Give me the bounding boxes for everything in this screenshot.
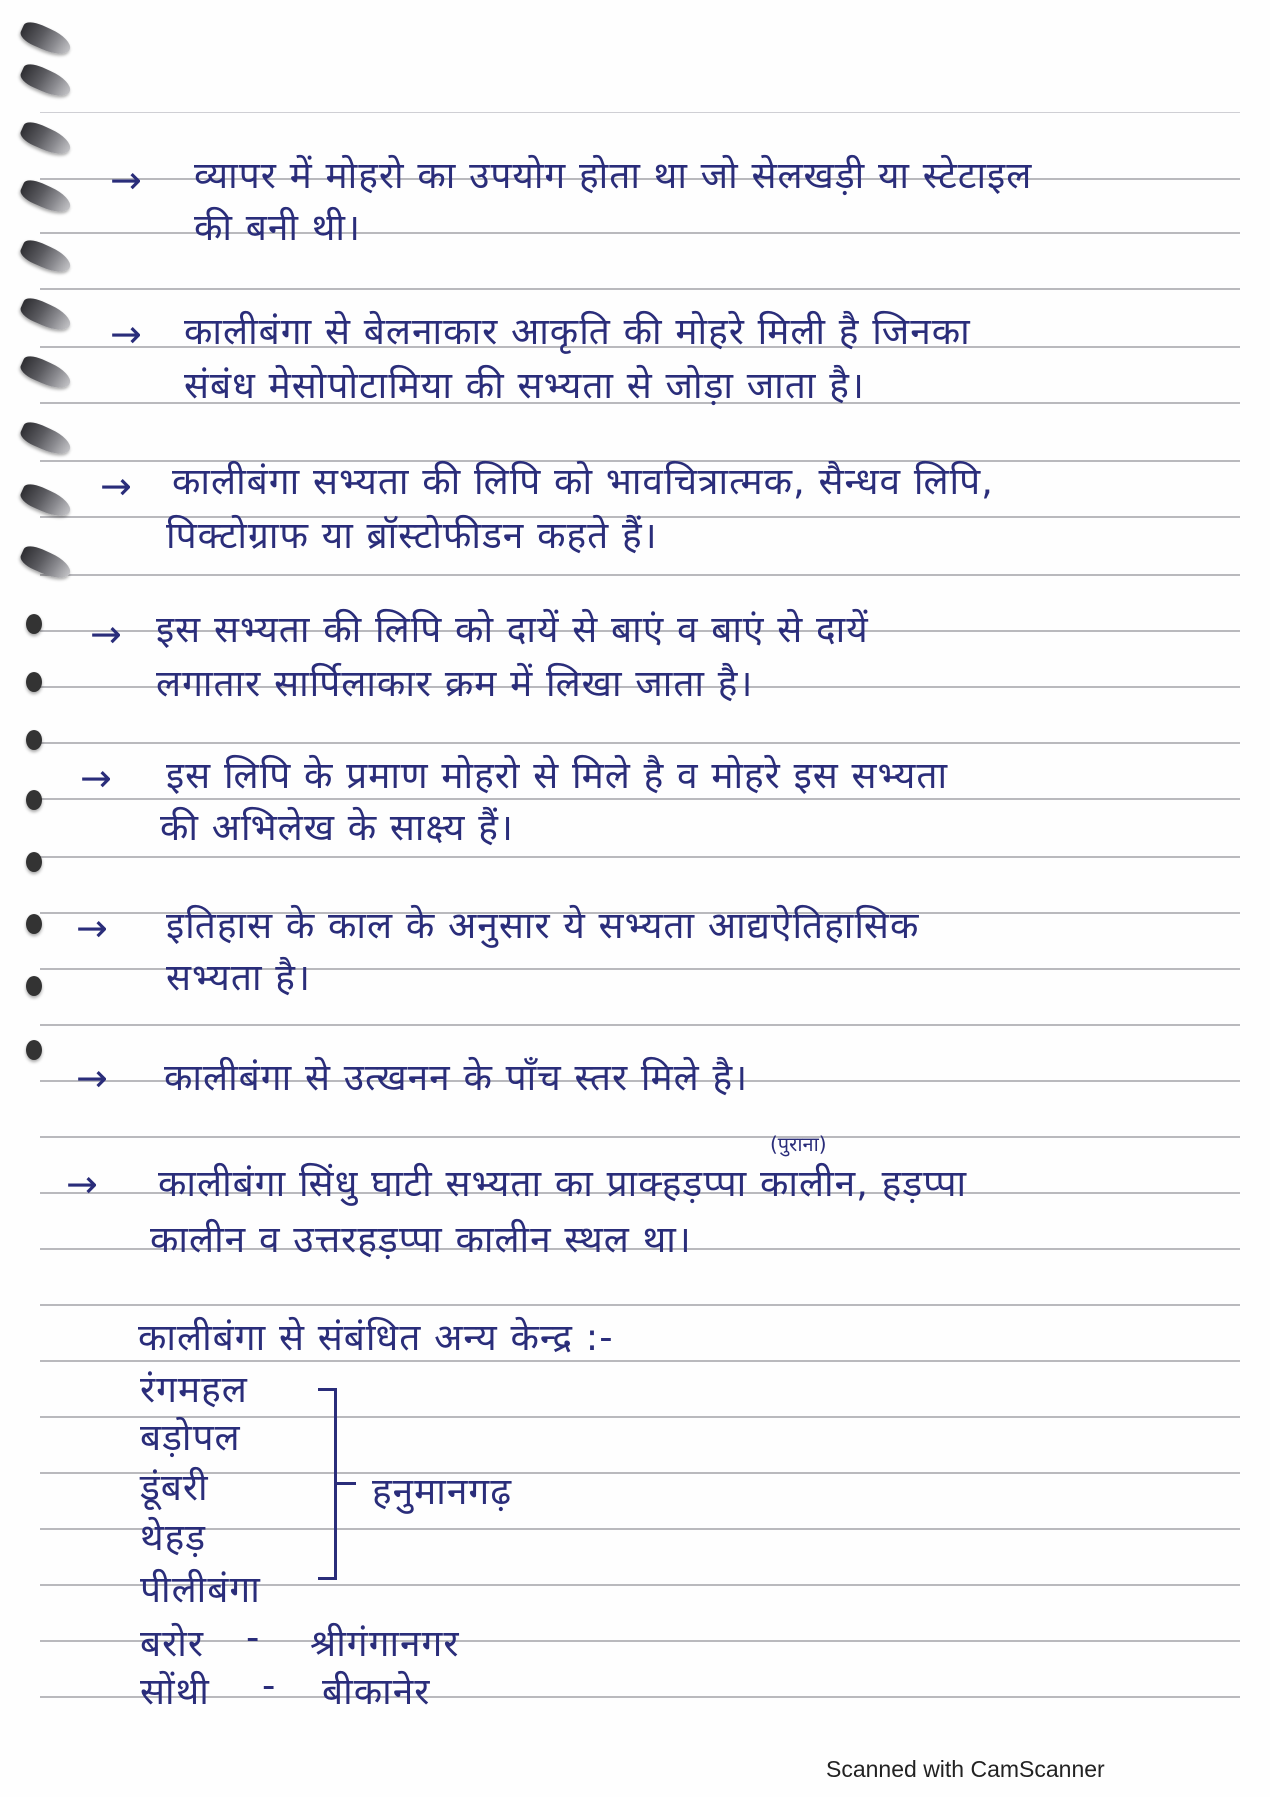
note-3-line-1: कालीबंगा सभ्यता की लिपि को भावचित्रात्मक, सैन्धव लिपि, — [172, 460, 994, 503]
note-4-line-1: इस सभ्यता की लिपि को दायें से बाएं व बाएं से दायें — [156, 608, 869, 651]
note-8-annotation: (पुराना) — [770, 1132, 827, 1156]
related-site: सोंथी — [140, 1670, 210, 1713]
spiral-ring — [18, 18, 74, 59]
spiral-ring — [18, 480, 74, 521]
related-heading: कालीबंगा से संबंधित अन्य केन्द्र :- — [138, 1316, 614, 1359]
note-2-line-2: संबंध मेसोपोटामिया की सभ्यता से जोड़ा जाता है। — [184, 364, 865, 407]
note-2-line-1: कालीबंगा से बेलनाकार आकृति की मोहरे मिली है जिनका — [184, 310, 971, 353]
bullet-arrow: → — [76, 906, 108, 950]
spiral-ring — [18, 236, 74, 277]
ruled-line — [40, 288, 1240, 290]
pair-dash: - — [246, 1616, 261, 1659]
note-4-line-2: लगातार सार्पिलाकार क्रम में लिखा जाता है। — [156, 662, 754, 705]
spiral-ring — [18, 176, 74, 217]
related-site: बड़ोपल — [140, 1416, 241, 1459]
ruled-line — [40, 856, 1240, 858]
ruled-line — [40, 1304, 1240, 1306]
related-district: श्रीगंगानगर — [310, 1622, 460, 1665]
ruled-line — [40, 574, 1240, 576]
spiral-ring — [26, 976, 42, 996]
scanner-watermark: Scanned with CamScanner — [826, 1756, 1105, 1782]
bullet-arrow: → — [90, 612, 122, 656]
spiral-ring — [26, 914, 42, 934]
spiral-ring — [18, 352, 74, 393]
ruled-line — [40, 1136, 1240, 1138]
bullet-arrow: → — [100, 464, 132, 508]
bullet-arrow: → — [110, 158, 142, 202]
group-brace — [318, 1388, 337, 1580]
spiral-ring — [26, 790, 42, 810]
note-6-line-1: इतिहास के काल के अनुसार ये सभ्यता आद्यऐतिहासिक — [166, 904, 920, 947]
ruled-line — [40, 112, 1240, 113]
spiral-ring — [18, 418, 74, 459]
related-site: डूंबरी — [140, 1466, 209, 1509]
spiral-ring — [26, 672, 42, 692]
pair-dash: - — [262, 1664, 277, 1707]
note-8-line-1: कालीबंगा सिंधु घाटी सभ्यता का प्राक्हड़प्पा कालीन, हड़प्पा — [158, 1162, 968, 1205]
spiral-ring — [26, 852, 42, 872]
group-district-label: हनुमानगढ़ — [372, 1470, 513, 1513]
bullet-arrow: → — [80, 756, 112, 800]
spiral-ring — [18, 118, 74, 159]
note-1-line-2: की बनी थी। — [194, 206, 362, 249]
spiral-ring — [26, 730, 42, 750]
spiral-ring — [18, 542, 74, 583]
ruled-line — [40, 1528, 1240, 1530]
related-site: थेहड़ — [140, 1516, 207, 1559]
ruled-line — [40, 1024, 1240, 1026]
note-5-line-2: की अभिलेख के साक्ष्य हैं। — [160, 806, 514, 849]
note-8-line-2: कालीन व उत्तरहड़प्पा कालीन स्थल था। — [150, 1218, 692, 1261]
bullet-arrow: → — [110, 312, 142, 356]
spiral-binding — [0, 0, 80, 1797]
spiral-ring — [18, 60, 74, 101]
spiral-ring — [18, 294, 74, 335]
note-7-line-1: कालीबंगा से उत्खनन के पाँच स्तर मिले है। — [164, 1056, 749, 1099]
bullet-arrow: → — [76, 1056, 108, 1100]
related-site: रंगमहल — [140, 1368, 248, 1411]
spiral-ring — [26, 1040, 42, 1060]
group-brace-dash — [336, 1482, 356, 1485]
note-1-line-1: व्यापर में मोहरो का उपयोग होता था जो सेलखड़ी या स्टेटाइल — [194, 154, 1033, 197]
spiral-ring — [26, 614, 42, 634]
bullet-arrow: → — [66, 1162, 98, 1206]
related-site: बरोर — [140, 1622, 204, 1665]
ruled-line — [40, 742, 1240, 744]
note-3-line-2: पिक्टोग्राफ या ब्रॉस्टोफीडन कहते हैं। — [166, 514, 658, 557]
ruled-line — [40, 1696, 1240, 1698]
related-site: पीलीबंगा — [140, 1568, 261, 1611]
ruled-line — [40, 1640, 1240, 1642]
related-district: बीकानेर — [322, 1670, 431, 1713]
ruled-line — [40, 1472, 1240, 1474]
note-5-line-1: इस लिपि के प्रमाण मोहरो से मिले है व मोहरे इस सभ्यता — [166, 754, 949, 797]
note-6-line-2: सभ्यता है। — [166, 956, 311, 999]
